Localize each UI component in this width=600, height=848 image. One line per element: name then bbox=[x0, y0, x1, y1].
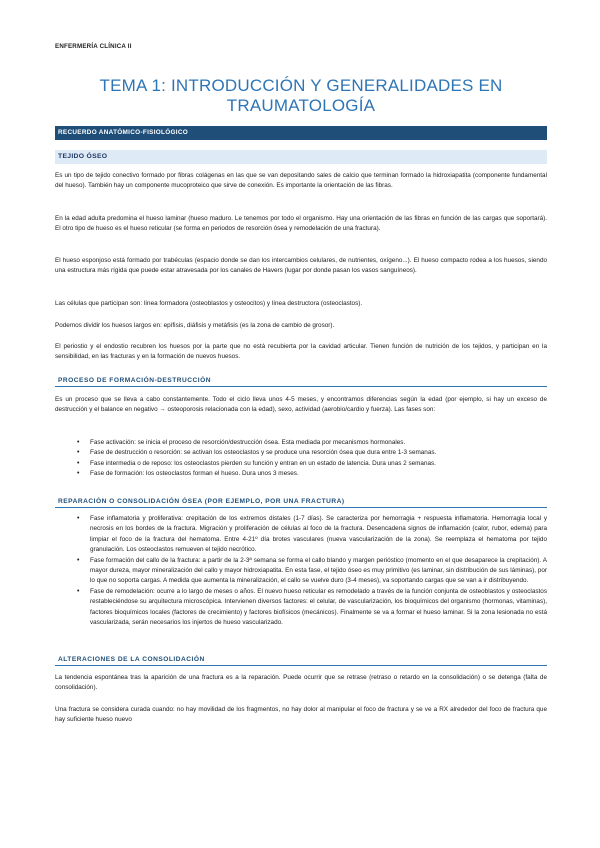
list-item: • Fase formación del callo de la fractura: a partir de la 2-3ª semana se forma el callo blando y margen perióstico (momento en el que desaparece la crepitación). A mayor dureza, mayor mineralización del callo y mayor hidroxiapatita. En esta fase, el tejido óseo es muy primitivo (es laminar, sin distribución de sus láminas), por lo que no soporta cargas. A medida que aumenta la mineralización, el callo se vuelve duro (3-4 meses), va soportando cargas que se van a ir distribuyendo. bbox=[90, 556, 547, 587]
title-line-2: TRAUMATOLOGÍA bbox=[226, 96, 376, 115]
list-item: • Fase de destrucción o resorción: se activan los osteoclastos y se produce una resorción ósea que dura entre 1-3 semanas. bbox=[90, 448, 547, 458]
subsection-heading-reparacion: REPARACIÓN O CONSOLIDACIÓN ÓSEA (POR EJEMPLO, POR UNA FRACTURA) bbox=[55, 498, 547, 508]
paragraph: La tendencia espontánea tras la aparición de una fractura es a la reparación. Puede ocurrir que se retrase (retraso o retardo en la consolidación) o se detenga (falta de consolidación). bbox=[55, 674, 547, 692]
section-heading: RECUERDO ANATÓMICO-FISIOLÓGICO bbox=[55, 126, 547, 140]
paragraph: Una fractura se considera curada cuando: no hay movilidad de los fragmentos, no hay dolor al manipular el foco de fractura y se ve a RX alrededor del foco de fractura que hay suficiente hueso nuevo bbox=[55, 706, 547, 724]
paragraph: En la edad adulta predomina el hueso laminar (hueso maduro. Le tenemos por todo el organismo. Hay una orientación de las fibras en función de las cargas que soportará). El otro tipo de hueso es el hueso reticular (se forma en periodos de resorción ósea y remodelación de una fractura). bbox=[55, 215, 547, 233]
subsection-heading-tejido: TEJIDO ÓSEO bbox=[55, 150, 547, 164]
paragraph: Es un tipo de tejido conectivo formado por fibras colágenas en las que se van depositando sales de calcio que terminan formado la hidroxiapatita (componente fundamental del hueso). También hay un componente mucoproteico que sirve de conexión. Es importante la orientación de las fibras. bbox=[55, 172, 547, 190]
subsection-heading-alteraciones: ALTERACIONES DE LA CONSOLIDACIÓN bbox=[55, 656, 547, 666]
paragraph: El periostio y el endostio recubren los huesos por la parte que no está recubierta por la cavidad articular. Tienen función de nutrición de los tejidos, y participan en la sensibilidad, en las fracturas y en la formación de nuevos huesos. bbox=[55, 343, 547, 361]
list-item: • Fase intermedia o de reposo: los osteoclastos pierden su función y entran en un estado de latencia. Dura unas 2 semanas. bbox=[90, 459, 547, 469]
paragraph: Podemos dividir los huesos largos en: epífisis, diáfisis y metáfisis (es la zona de cambio de grosor). bbox=[55, 322, 335, 329]
list-item: • Fase activación: se inicia el proceso de resorción/destrucción ósea. Esta mediada por mecanismos hormonales. bbox=[90, 438, 547, 448]
paragraph: El hueso esponjoso está formado por trabéculas (espacio donde se dan los intercambios celulares, de nutrientes, oxígeno...). El hueso compacto rodea a los huesos, siendo una estructura más rígida que puede estar atravesada por los canales de Havers (lugar por donde pasan los vasos sanguíneos). bbox=[55, 257, 547, 275]
paragraph: Las células que participan son: línea formadora (osteoblastos y osteocitos) y línea destructora (osteoclastos). bbox=[55, 300, 363, 307]
list-item: • Fase de formación: los osteoclastos forman el hueso. Dura unos 3 meses. bbox=[90, 469, 547, 479]
repair-phases-list bbox=[55, 514, 547, 628]
list-item: • Fase de remodelación: ocurre a lo largo de meses o años. El nuevo hueso reticular es remodelado a través de la función conjunta de osteoblastos y osteoclastos restableciéndose su arquitectura microscópica. Intervienen diversos factores: el celular, de vascularización, los bioquímicos del organismo (hormonas, vitaminas), factores bioquímicos locales (factores de crecimiento) y factores biofísicos (mecánicos). Finalmente se va a formar el hueso laminar. Si la zona lesionada no está vascularizada, serán necesarios los injertos de hueso vascularizado. bbox=[90, 587, 547, 629]
phases-list bbox=[55, 438, 547, 480]
subsection-heading-proceso: PROCESO DE FORMACIÓN-DESTRUCCIÓN bbox=[55, 377, 547, 387]
list-item: • Fase inflamatoria y proliferativa: crepitación de los extremos distales (1-7 días). Se caracteriza por hemorragia + respuesta inflamatoria. Hemorragia local y necrosis en los bordes de la fractura. Migración y proliferación de células al foco de la fractura. Desencadena signos de inflamación (calor, rubor, edema) para limpiar el foco de la fractura del hematoma. Entre 4-21º día brotes vasculares (nueva vascularización de la zona). Se reemplaza el hematoma por tejido granulación. Los osteoclastos remueven el tejido necrótico. bbox=[90, 514, 547, 556]
title-line-1: TEMA 1: INTRODUCCIÓN Y GENERALIDADES EN bbox=[99, 76, 503, 95]
page-title bbox=[55, 76, 547, 116]
paragraph: Es un proceso que se lleva a cabo constantemente. Todo el ciclo lleva unos 4-5 meses, y encontramos diferencias según la edad (por ejemplo, si hay un exceso de destrucción y el balance en negativo → osteoporosis relacionada con la edad), sexo, actividad (aerobio/cardio y fuerza). Las fases son: bbox=[55, 396, 547, 414]
running-header: ENFERMERÍA CLÍNICA II bbox=[55, 43, 132, 50]
